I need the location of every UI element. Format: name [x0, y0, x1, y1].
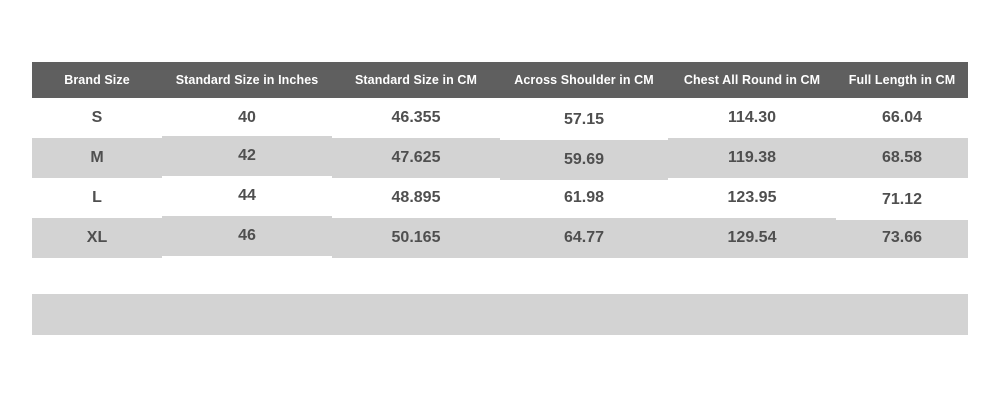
column-header-standard-size-cm: Standard Size in CM: [332, 62, 500, 98]
cell-full-length-cm: 66.04: [836, 98, 968, 138]
cell-standard-size-inches: 42: [162, 136, 332, 176]
table-row: [32, 138, 968, 178]
cell-standard-size-inches: 46: [162, 216, 332, 256]
table-row: [32, 98, 968, 138]
footer-band: [32, 294, 968, 335]
cell-brand-size: M: [32, 138, 162, 178]
table-body: [32, 98, 968, 258]
cell-brand-size: S: [32, 98, 162, 138]
cell-chest-all-round-cm: 119.38: [668, 138, 836, 178]
cell-standard-size-cm: 50.165: [332, 218, 500, 258]
column-header-brand-size: Brand Size: [32, 62, 162, 98]
cell-chest-all-round-cm: 114.30: [668, 98, 836, 138]
size-chart-table: [32, 62, 968, 258]
cell-brand-size: XL: [32, 218, 162, 258]
cell-full-length-cm: 68.58: [836, 138, 968, 178]
cell-standard-size-inches: 40: [162, 98, 332, 138]
cell-standard-size-cm: 48.895: [332, 178, 500, 218]
cell-standard-size-inches: 44: [162, 176, 332, 216]
cell-standard-size-cm: 47.625: [332, 138, 500, 178]
cell-chest-all-round-cm: 123.95: [668, 178, 836, 218]
cell-full-length-cm: 71.12: [836, 180, 968, 220]
table-header-row: [32, 62, 968, 98]
table-row: [32, 218, 968, 258]
cell-across-shoulder-cm: 59.69: [500, 140, 668, 180]
column-header-across-shoulder-cm: Across Shoulder in CM: [500, 62, 668, 98]
cell-full-length-cm: 73.66: [836, 218, 968, 258]
cell-standard-size-cm: 46.355: [332, 98, 500, 138]
cell-brand-size: L: [32, 178, 162, 218]
cell-across-shoulder-cm: 57.15: [500, 100, 668, 140]
column-header-standard-size-inches: Standard Size in Inches: [162, 62, 332, 98]
cell-chest-all-round-cm: 129.54: [668, 218, 836, 258]
column-header-chest-all-round-cm: Chest All Round in CM: [668, 62, 836, 98]
table-row: [32, 178, 968, 218]
cell-across-shoulder-cm: 61.98: [500, 178, 668, 218]
table-header: [32, 62, 968, 98]
column-header-full-length-cm: Full Length in CM: [836, 62, 968, 98]
cell-across-shoulder-cm: 64.77: [500, 218, 668, 258]
